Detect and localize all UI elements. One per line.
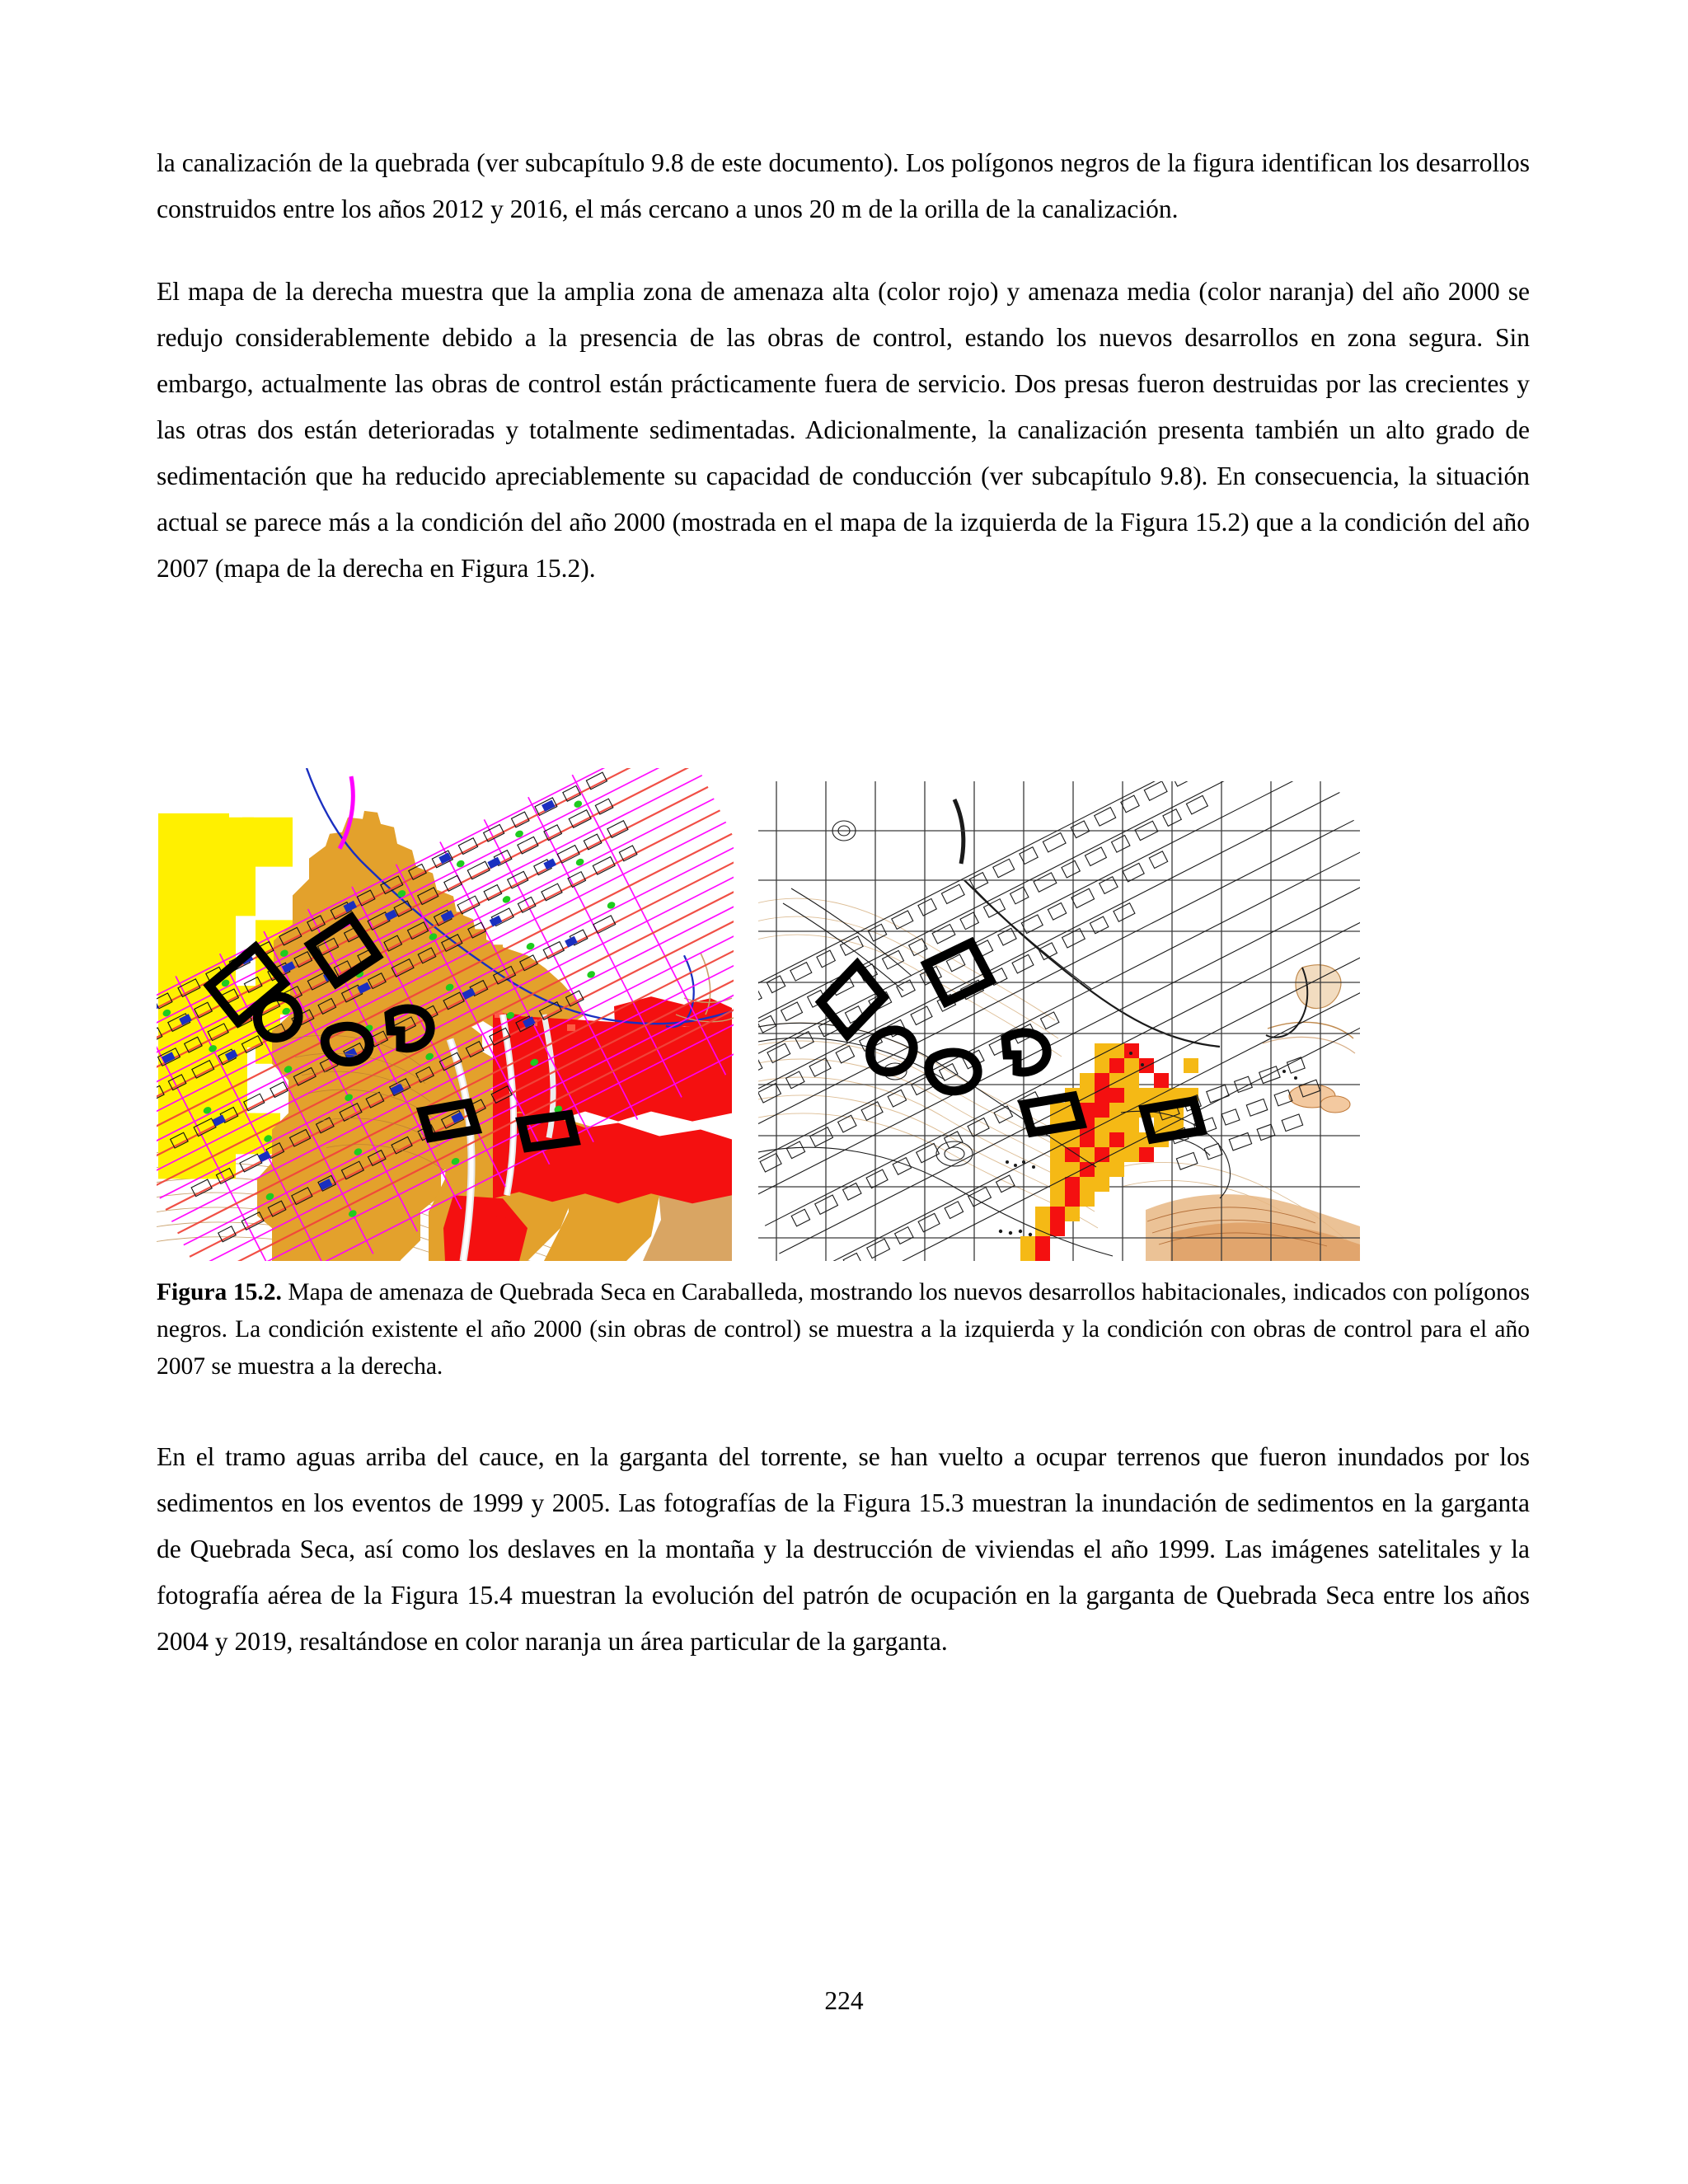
figure-images-row — [157, 766, 1530, 1261]
paragraph-3: En el tramo aguas arriba del cauce, en la garganta del torrente, se han vuelto a ocupar terrenos que fueron inundados por los sedimentos en los eventos de 1999 y 2005. Las fotografías de la Figura 15.3 muestran la inundación de sedimentos en la garganta de Quebrada Seca, así como los deslaves en la montaña y la destrucción de viviendas el año 1999. Las imágenes satelitales y la fotografía aérea de la Figura 15.4 muestran la evolución del patrón de ocupación en la garganta de Quebrada Seca entre los años 2004 y 2019, resaltándose en color naranja un área particular de la garganta. — [157, 1442, 1530, 1656]
figure-label: Figura 15.2. — [157, 1279, 282, 1305]
figure-15-2 — [157, 766, 1530, 1385]
map-image-hazard-2000 — [157, 768, 734, 1261]
figure-caption-text: Mapa de amenaza de Quebrada Seca en Caraballeda, mostrando los nuevos desarrollos habitacionales, indicados con polígonos negros. La condición existente el año 2000 (sin obras de control) se muestra a la izquierda y la condición con obras de control para el año 2007 se muestra a la derecha. — [157, 1279, 1530, 1380]
hazard-map-2000-svg — [157, 768, 734, 1261]
text-column — [157, 140, 1530, 592]
paragraph-2: El mapa de la derecha muestra que la amplia zona de amenaza alta (color rojo) y amenaza media (color naranja) del año 2000 se redujo considerablemente debido a la presencia de las obras de control, estando los nuevos desarrollos en zona segura. Sin embargo, actualmente las obras de control están prácticamente fuera de servicio. Dos presas fueron destruidas por las crecientes y las otras dos están deterioradas y totalmente sedimentadas. Adicionalmente, la canalización presenta también un alto grado de sedimentación que ha reducido apreciablemente su capacidad de conducción (ver subcapítulo 9.8). En consecuencia, la situación actual se parece más a la condición del año 2000 (mostrada en el mapa de la izquierda de la Figura 15.2) que a la condición del año 2007 (mapa de la derecha en Figura 15.2). — [157, 277, 1530, 583]
hazard-map-2007-svg — [758, 781, 1360, 1261]
paragraph-1: la canalización de la quebrada (ver subcapítulo 9.8 de este documento). Los polígonos negros de la figura identifican los desarrollos construidos entre los años 2012 y 2016, el más cercano a unos 20 m de la orilla de la canalización. — [157, 148, 1530, 223]
page-number: 224 — [824, 1986, 864, 2015]
text-column-lower — [157, 1434, 1530, 1665]
map-image-hazard-2007 — [758, 781, 1360, 1261]
figure-caption — [157, 1274, 1530, 1385]
